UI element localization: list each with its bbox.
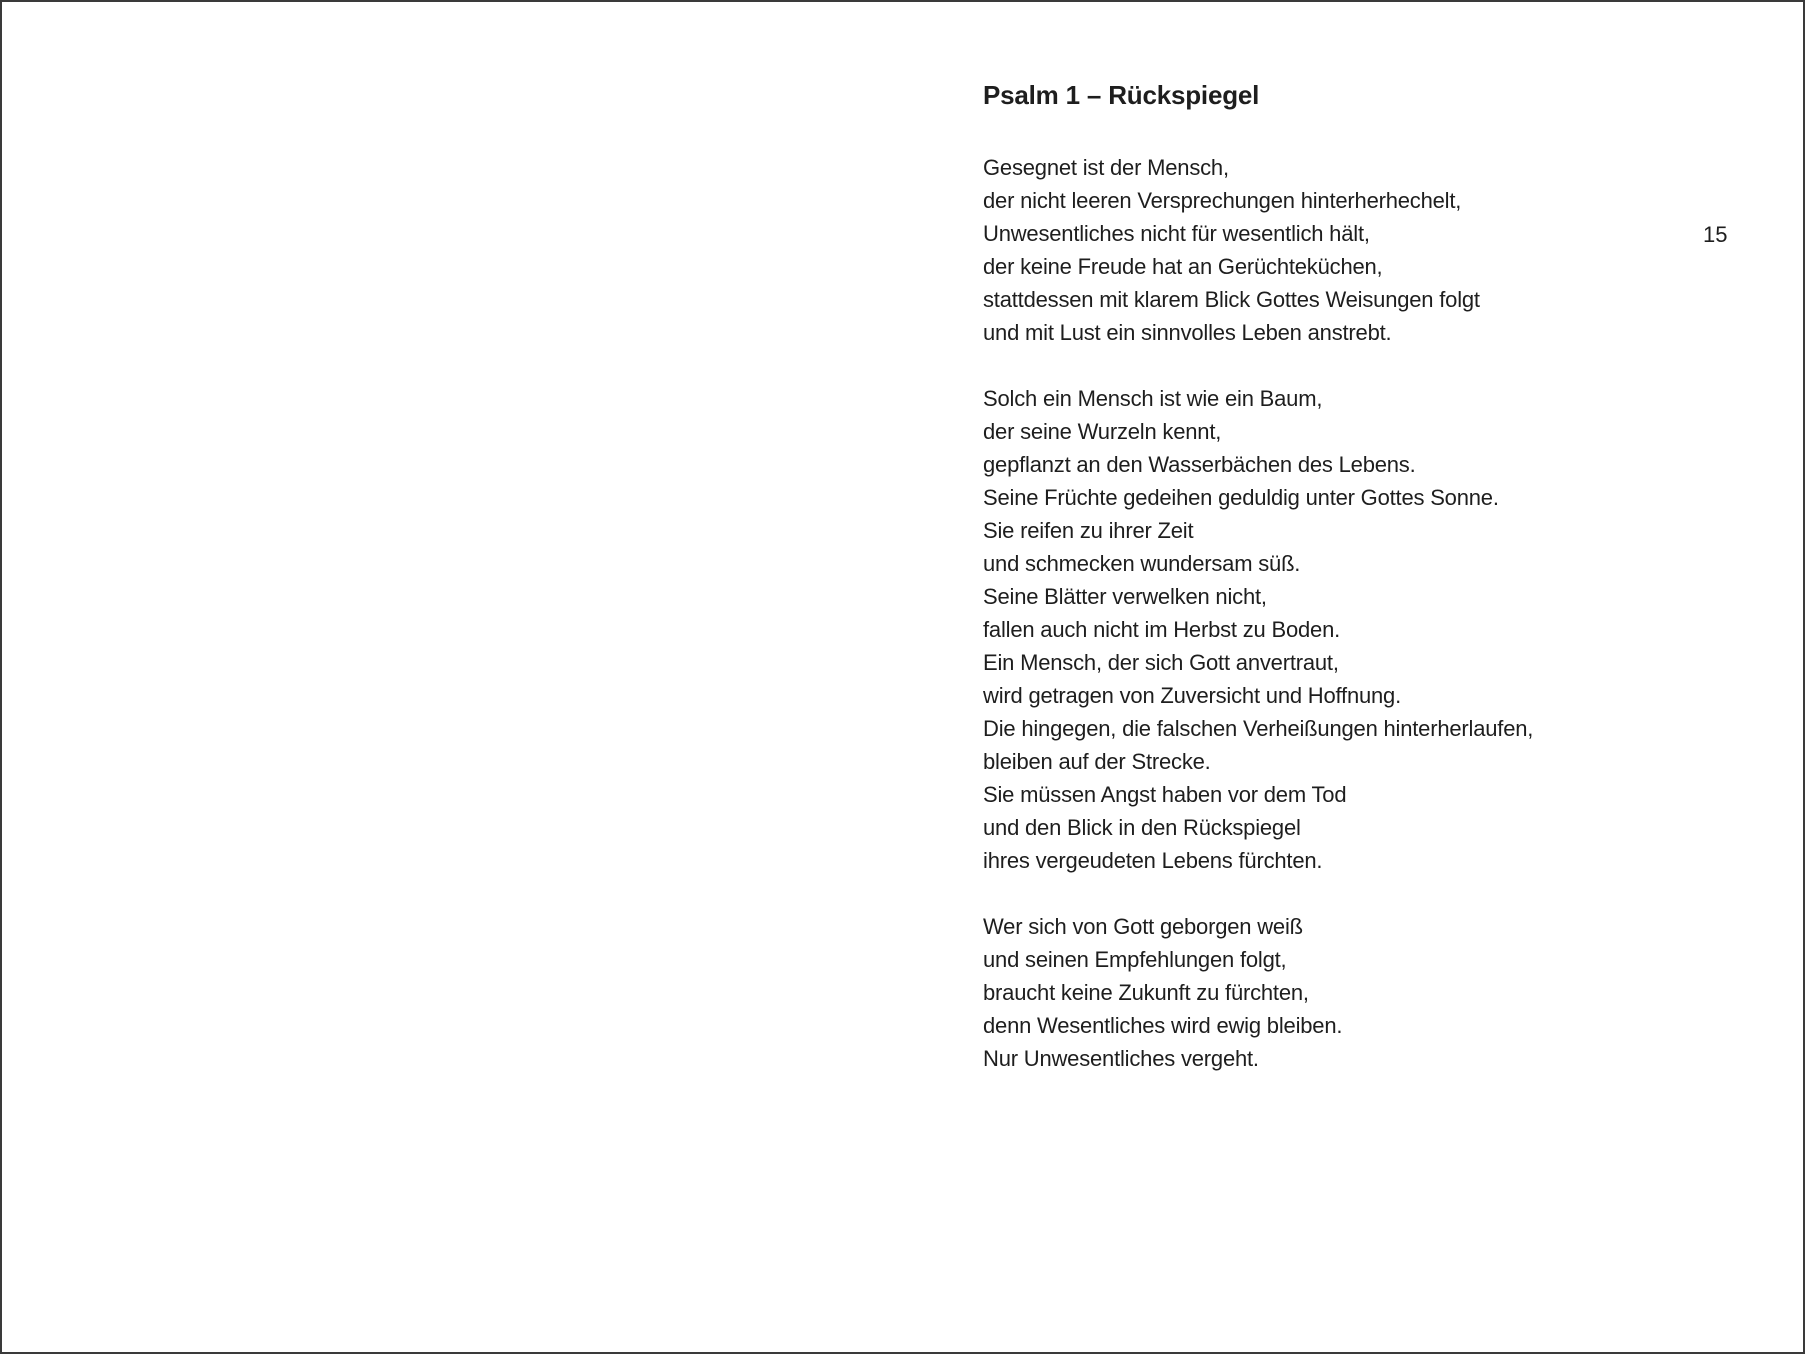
left-page-blank [2,2,904,1352]
poem-line: der keine Freude hat an Gerüchteküchen, [983,254,1383,279]
poem-line: braucht keine Zukunft zu fürchten, [983,980,1309,1005]
poem-line: und den Blick in den Rückspiegel [983,815,1301,840]
stanza-1 [983,151,1533,349]
poem-line: Wer sich von Gott geborgen weiß [983,914,1303,939]
right-page [904,2,1805,1352]
poem-line: denn Wesentliches wird ewig bleiben. [983,1013,1343,1038]
poem-line: der nicht leeren Versprechungen hinterherhechelt, [983,188,1462,213]
poem-line: wird getragen von Zuversicht und Hoffnung. [983,683,1402,708]
poem-line: und mit Lust ein sinnvolles Leben anstrebt. [983,320,1392,345]
line-number-marker: 15 [1703,222,1728,247]
poem-line: bleiben auf der Strecke. [983,749,1211,774]
poem-line: Sie reifen zu ihrer Zeit [983,518,1194,543]
poem-line: Seine Früchte gedeihen geduldig unter Gottes Sonne. [983,485,1499,510]
poem-line: und schmecken wundersam süß. [983,551,1301,576]
poem-line: Solch ein Mensch ist wie ein Baum, [983,386,1323,411]
poem-line: Unwesentliches nicht für wesentlich hält, [983,221,1370,246]
poem-line: der seine Wurzeln kennt, [983,419,1222,444]
poem-line: Seine Blätter verwelken nicht, [983,584,1267,609]
stanza-2 [983,382,1533,877]
stanza-3 [983,910,1533,1075]
poem-body [983,151,1533,1108]
poem-line: Die hingegen, die falschen Verheißungen hinterherlaufen, [983,716,1534,741]
poem-title: Psalm 1 – Rückspiegel [983,80,1260,110]
poem-line: Gesegnet ist der Mensch, [983,155,1229,180]
poem-line: Ein Mensch, der sich Gott anvertraut, [983,650,1339,675]
poem-line: ihres vergeudeten Lebens fürchten. [983,848,1323,873]
poem-line: und seinen Empfehlungen folgt, [983,947,1287,972]
poem-line: Sie müssen Angst haben vor dem Tod [983,782,1347,807]
poem-line: fallen auch nicht im Herbst zu Boden. [983,617,1341,642]
poem-line: gepflanzt an den Wasserbächen des Lebens. [983,452,1416,477]
poem-line: stattdessen mit klarem Blick Gottes Weisungen folgt [983,287,1480,312]
poem-line: Nur Unwesentliches vergeht. [983,1046,1259,1071]
